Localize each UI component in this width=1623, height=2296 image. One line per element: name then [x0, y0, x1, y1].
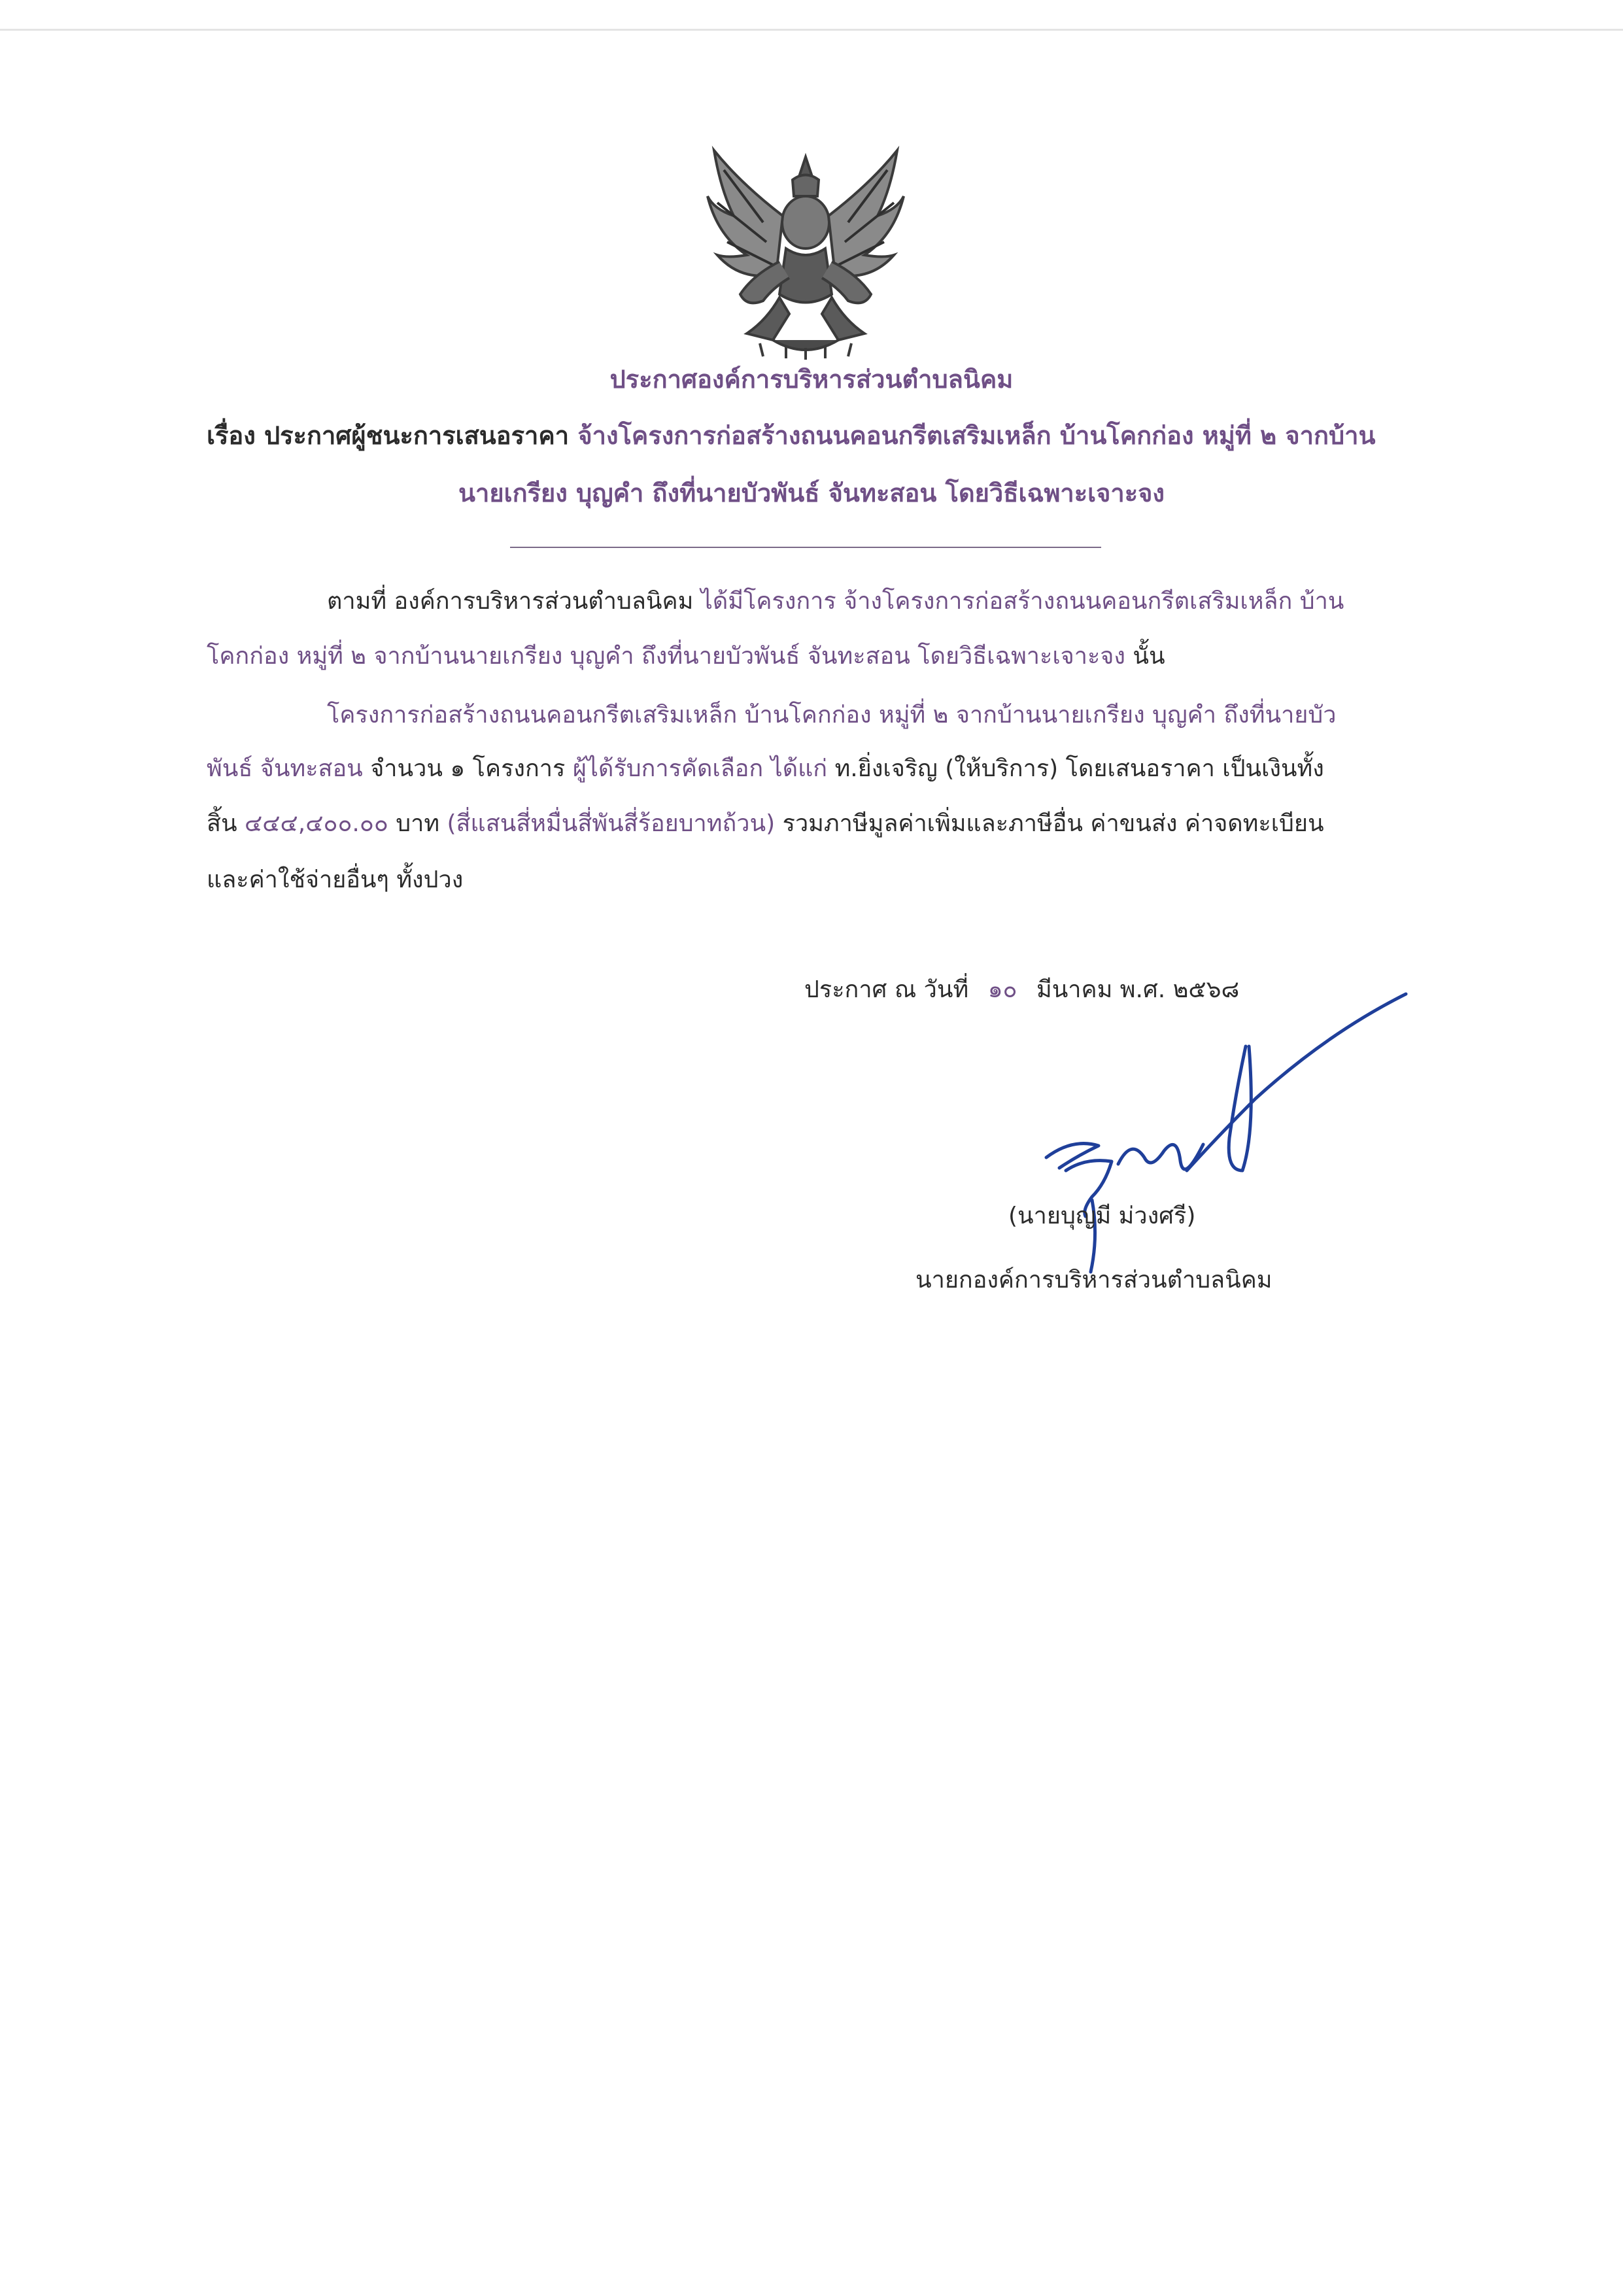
p2-line3-c: รวมภาษีมูลค่าเพิ่มและภาษีอื่น ค่าขนส่ง ค่าจดทะเบียน — [782, 810, 1324, 837]
paragraph2-line4: และค่าใช้จ่ายอื่นๆ ทั้งปวง — [207, 866, 464, 893]
p2-line2-c: ผู้ได้รับการคัดเลือก ได้แก่ — [572, 755, 828, 782]
signatory-position: นายกองค์การบริหารส่วนตำบลนิคม — [915, 1267, 1273, 1294]
amount-in-words: (สี่แสนสี่หมื่นสี่พันสี่ร้อยบาทถ้วน) — [447, 810, 776, 837]
heading-divider — [510, 547, 1101, 548]
signatory-name: (นายบุญมี ม่วงศรี) — [1008, 1203, 1196, 1229]
paragraph2-line3 — [207, 808, 1324, 840]
scan-edge — [0, 29, 1623, 31]
p2-line2-a: พันธ์ จันทะสอน — [207, 755, 363, 782]
p1-line2-end: นั้น — [1133, 643, 1165, 670]
paragraph2-line1: โครงการก่อสร้างถนนคอนกรีตเสริมเหล็ก บ้านโคกก่อง หมู่ที่ ๒ จากบ้านนายเกรียง บุญคำ ถึงที่นายบัว — [327, 702, 1337, 728]
handwritten-signature — [1020, 974, 1426, 1288]
p2-line2-d: ท.ยิ่งเจริญ (ให้บริการ) — [834, 755, 1059, 782]
p2-line3-b: บาท — [396, 810, 440, 837]
paragraph1-line1 — [327, 586, 1344, 617]
paragraph1-line2 — [207, 641, 1165, 672]
p2-line2-b: จำนวน ๑ โครงการ — [370, 755, 566, 782]
contract-amount: ๔๔๔,๔๐๐.๐๐ — [245, 810, 388, 837]
p1-line1-rest: ได้มีโครงการ จ้างโครงการก่อสร้างถนนคอนกรีตเสริมเหล็ก บ้าน — [700, 588, 1344, 615]
p1-lead: ตามที่ องค์การบริหารส่วนตำบลนิคม — [327, 588, 694, 615]
garuda-emblem-icon — [701, 144, 910, 360]
p2-line2-e: โดยเสนอราคา เป็นเงินทั้ง — [1065, 755, 1324, 782]
announcement-subject-line1 — [207, 420, 1375, 451]
date-prefix: ประกาศ ณ วันที่ — [804, 976, 969, 1003]
announcement-subject-line2: นายเกรียง บุญคำ ถึงที่นายบัวพันธ์ จันทะสอน โดยวิธีเฉพาะเจาะจง — [458, 479, 1165, 507]
announcement-issuer: ประกาศองค์การบริหารส่วนตำบลนิคม — [609, 365, 1014, 394]
date-day: ๑๐ — [987, 976, 1017, 1003]
subject-text: จ้างโครงการก่อสร้างถนนคอนกรีตเสริมเหล็ก บ้านโคกก่อง หมู่ที่ ๒ จากบ้าน — [577, 421, 1376, 450]
subject-prefix: เรื่อง ประกาศผู้ชนะการเสนอราคา — [207, 421, 570, 450]
p2-line3-a: สิ้น — [207, 810, 237, 837]
date-month-year: มีนาคม พ.ศ. ๒๕๖๘ — [1036, 976, 1240, 1003]
p1-line2: โคกก่อง หมู่ที่ ๒ จากบ้านนายเกรียง บุญคำ ถึงที่นายบัวพันธ์ จันทะสอน โดยวิธีเฉพาะเจาะจง — [207, 643, 1125, 670]
paragraph2-line2 — [207, 753, 1324, 785]
